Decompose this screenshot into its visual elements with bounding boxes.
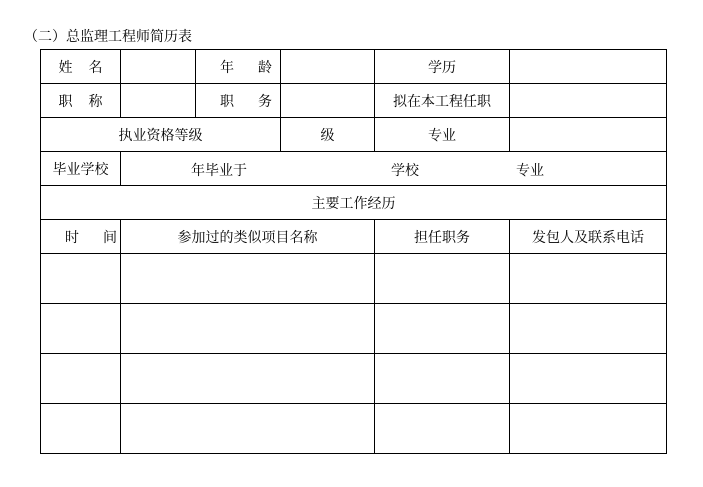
- section-heading: 主要工作经历: [41, 186, 667, 220]
- row-title-position: [41, 84, 667, 118]
- header-time: 时间: [41, 220, 121, 254]
- label-school: 毕业学校: [41, 152, 121, 186]
- label-school-suffix: 学校: [391, 163, 419, 179]
- education-value[interactable]: [510, 50, 667, 84]
- row-graduation: [41, 152, 667, 186]
- label-age: 年龄: [196, 50, 281, 84]
- major-value[interactable]: [510, 118, 667, 152]
- header-client-contact: 发包人及联系电话: [510, 220, 667, 254]
- label-qualification: 执业资格等级: [41, 118, 281, 152]
- history-time-cell[interactable]: [41, 404, 121, 454]
- history-row: [41, 254, 667, 304]
- label-proposed-role: 拟在本工程任职: [375, 84, 510, 118]
- label-name: 姓名: [41, 50, 121, 84]
- title-value[interactable]: [121, 84, 196, 118]
- history-contact-cell[interactable]: [510, 354, 667, 404]
- label-grad-major: 专业: [516, 163, 544, 179]
- history-role-cell[interactable]: [375, 304, 510, 354]
- label-title: 职称: [41, 84, 121, 118]
- history-contact-cell[interactable]: [510, 404, 667, 454]
- history-row: [41, 354, 667, 404]
- resume-table: [40, 49, 667, 454]
- label-major: 专业: [375, 118, 510, 152]
- form-title: （二）总监理工程师简历表: [24, 29, 192, 45]
- history-project-cell[interactable]: [121, 304, 375, 354]
- graduation-line[interactable]: [121, 152, 667, 186]
- history-contact-cell[interactable]: [510, 254, 667, 304]
- history-contact-cell[interactable]: [510, 304, 667, 354]
- label-position: 职务: [196, 84, 281, 118]
- label-education: 学历: [375, 50, 510, 84]
- proposed-role-value[interactable]: [510, 84, 667, 118]
- row-section-header: [41, 186, 667, 220]
- history-project-cell[interactable]: [121, 404, 375, 454]
- history-project-cell[interactable]: [121, 354, 375, 404]
- row-history-headers: [41, 220, 667, 254]
- history-row: [41, 304, 667, 354]
- history-role-cell[interactable]: [375, 354, 510, 404]
- history-time-cell[interactable]: [41, 254, 121, 304]
- history-role-cell[interactable]: [375, 254, 510, 304]
- label-level: 级: [281, 118, 375, 152]
- row-qualification: [41, 118, 667, 152]
- row-name-age: [41, 50, 667, 84]
- history-project-cell[interactable]: [121, 254, 375, 304]
- history-role-cell[interactable]: [375, 404, 510, 454]
- history-row: [41, 404, 667, 454]
- history-time-cell[interactable]: [41, 304, 121, 354]
- name-value[interactable]: [121, 50, 196, 84]
- header-project-name: 参加过的类似项目名称: [121, 220, 375, 254]
- label-grad-year: 年毕业于: [191, 163, 247, 179]
- header-role: 担任职务: [375, 220, 510, 254]
- history-time-cell[interactable]: [41, 354, 121, 404]
